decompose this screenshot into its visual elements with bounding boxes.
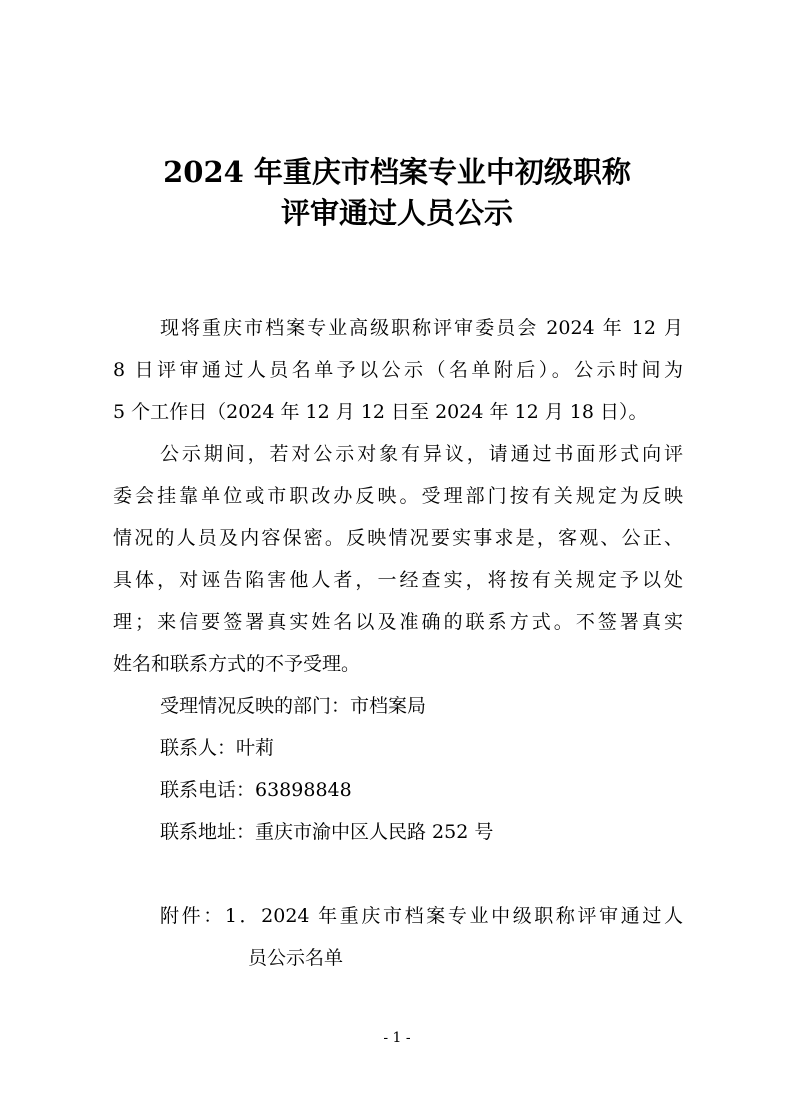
paragraph-2-line-5: 理；来信要签署真实姓名以及准确的联系方式。不签署真实 <box>113 611 683 633</box>
contact-phone: 联系电话：63898848 <box>160 779 352 801</box>
document-title-line-2: 评审通过人员公示 <box>280 196 513 230</box>
paragraph-2-line-6: 姓名和联系方式的不予受理。 <box>113 653 361 675</box>
contact-address: 联系地址：重庆市渝中区人民路 252 号 <box>160 821 494 843</box>
attachment-line-2: 员公示名单 <box>248 947 344 969</box>
paragraph-2-line-2: 委会挂靠单位或市职改办反映。受理部门按有关规定为反映 <box>113 485 683 507</box>
paragraph-1-line-2: 8 日评审通过人员名单予以公示（名单附后）。公示时间为 <box>113 359 683 381</box>
paragraph-1-line-1: 现将重庆市档案专业高级职称评审委员会 2024 年 12 月 <box>160 317 683 339</box>
paragraph-2-line-1: 公示期间，若对公示对象有异议，请通过书面形式向评 <box>160 443 683 465</box>
page-number: - 1 - <box>383 1030 411 1046</box>
attachment-line-1: 附件：1．2024 年重庆市档案专业中级职称评审通过人 <box>160 905 683 927</box>
document-title-line-1: 2024 年重庆市档案专业中初级职称 <box>163 155 631 189</box>
paragraph-1-line-3: 5 个工作日（2024 年 12 月 12 日至 2024 年 12 月 18 日）。 <box>113 401 648 423</box>
paragraph-2-line-3: 情况的人员及内容保密。反映情况要实事求是，客观、公正、 <box>113 527 683 549</box>
paragraph-2-line-4: 具体，对诬告陷害他人者，一经查实，将按有关规定予以处 <box>113 569 683 591</box>
reporting-department: 受理情况反映的部门：市档案局 <box>160 695 427 717</box>
contact-person: 联系人：叶莉 <box>160 737 275 759</box>
